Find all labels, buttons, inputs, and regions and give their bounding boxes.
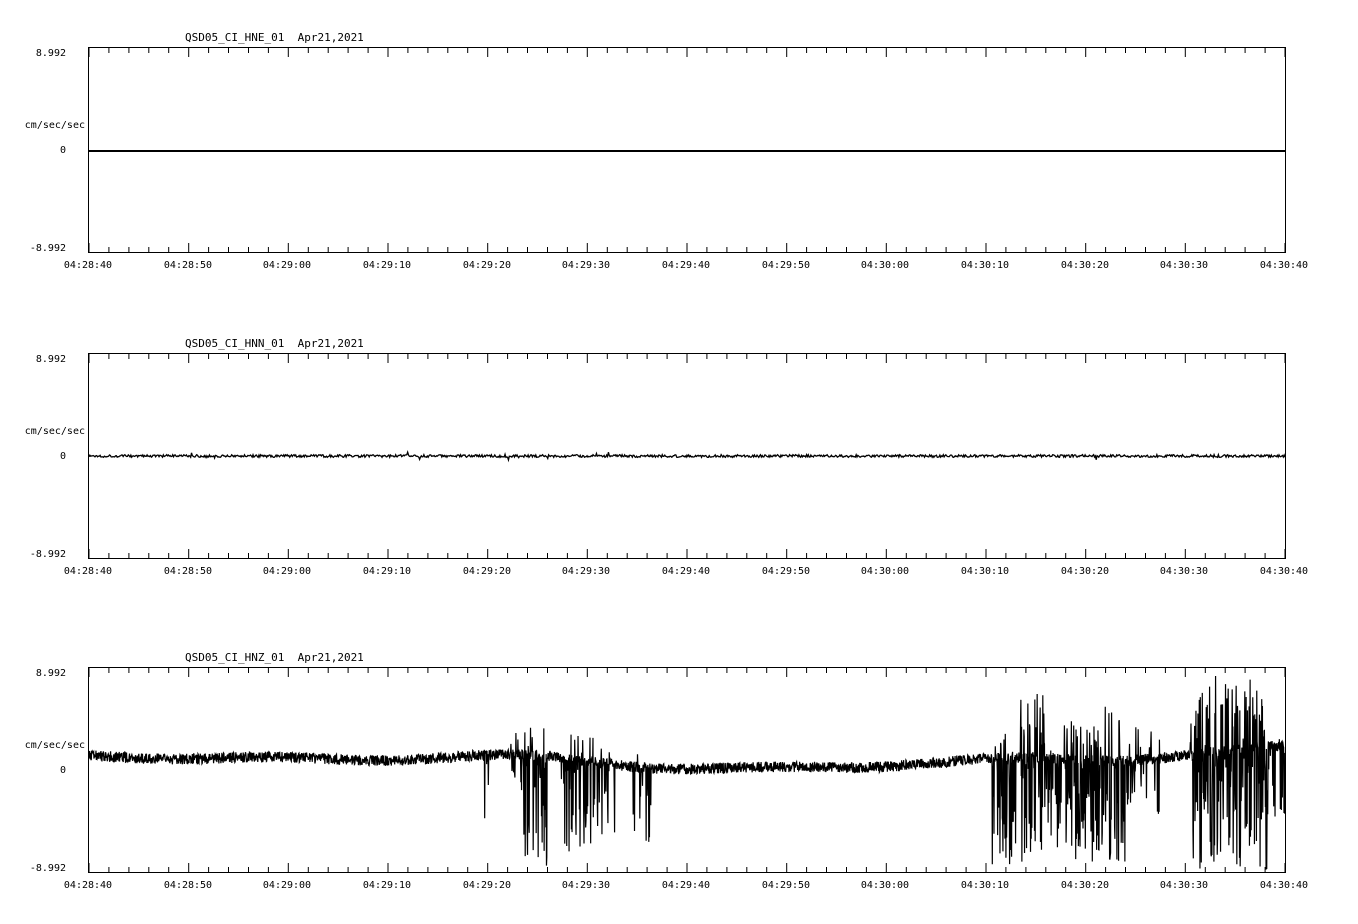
panel-hne-xtick-5: 04:29:30: [561, 260, 611, 271]
panel-hnn-xtick-2: 04:29:00: [262, 566, 312, 577]
panel-hnz-ytick-bottom: -8.992: [29, 863, 66, 874]
panel-hnz-xtick-6: 04:29:40: [661, 880, 711, 891]
panel-hne-title: QSD05_CI_HNE_01 Apr21,2021: [185, 31, 364, 44]
panel-hne-xtick-0: 04:28:40: [63, 260, 113, 271]
panel-hnn-xtick-9: 04:30:10: [960, 566, 1010, 577]
panel-hne-xtick-6: 04:29:40: [661, 260, 711, 271]
panel-hnz-plot-area: [88, 667, 1286, 873]
panel-hnz-xtick-0: 04:28:40: [63, 880, 113, 891]
panel-hnz-ytick-mid: 0: [59, 765, 66, 776]
panel-hne-ytick-top: 8.992: [35, 48, 66, 59]
panel-hnn-ytick-top: 8.992: [35, 354, 66, 365]
panel-hne-xtick-1: 04:28:50: [163, 260, 213, 271]
panel-hne-xtick-4: 04:29:20: [462, 260, 512, 271]
panel-hnn-xtick-1: 04:28:50: [163, 566, 213, 577]
panel-hnz-xtick-4: 04:29:20: [462, 880, 512, 891]
panel-hnz-xtick-7: 04:29:50: [761, 880, 811, 891]
panel-hnn-ytick-mid: 0: [59, 451, 66, 462]
panel-hnz-ytick-top: 8.992: [35, 668, 66, 679]
panel-hnz-waveform: [89, 668, 1285, 872]
panel-hnn-xtick-8: 04:30:00: [860, 566, 910, 577]
panel-hnn-xtick-3: 04:29:10: [362, 566, 412, 577]
panel-hne-plot-area: [88, 47, 1286, 253]
panel-hnn-xtick-12: 04:30:40: [1259, 566, 1309, 577]
panel-hne-xtick-3: 04:29:10: [362, 260, 412, 271]
panel-hnz-xtick-1: 04:28:50: [163, 880, 213, 891]
panel-hnn: [0, 306, 1358, 596]
panel-hnn-plot-area: [88, 353, 1286, 559]
panel-hne-xtick-2: 04:29:00: [262, 260, 312, 271]
panel-hnn-ytick-bottom: -8.992: [29, 549, 66, 560]
panel-hnn-xtick-7: 04:29:50: [761, 566, 811, 577]
panel-hnz-xtick-2: 04:29:00: [262, 880, 312, 891]
panel-hnz-xtick-10: 04:30:20: [1060, 880, 1110, 891]
panel-hnz-xtick-12: 04:30:40: [1259, 880, 1309, 891]
panel-hnn-xtick-0: 04:28:40: [63, 566, 113, 577]
panel-hne-xtick-8: 04:30:00: [860, 260, 910, 271]
panel-hnn-xtick-4: 04:29:20: [462, 566, 512, 577]
panel-hnz-xtick-5: 04:29:30: [561, 880, 611, 891]
panel-hnz-xtick-9: 04:30:10: [960, 880, 1010, 891]
panel-hnz: [0, 613, 1358, 913]
panel-hne: [0, 0, 1358, 290]
panel-hnn-xtick-11: 04:30:30: [1159, 566, 1209, 577]
panel-hne-xtick-7: 04:29:50: [761, 260, 811, 271]
panel-hnz-xtick-11: 04:30:30: [1159, 880, 1209, 891]
panel-hne-ytick-mid: 0: [59, 145, 66, 156]
panel-hnn-xtick-6: 04:29:40: [661, 566, 711, 577]
panel-hne-xtick-12: 04:30:40: [1259, 260, 1309, 271]
panel-hnn-waveform: [89, 354, 1285, 558]
panel-hne-ylabel: cm/sec/sec: [24, 120, 85, 131]
panel-hne-xtick-11: 04:30:30: [1159, 260, 1209, 271]
panel-hne-waveform: [89, 48, 1285, 252]
panel-hnz-ylabel: cm/sec/sec: [24, 740, 85, 751]
panel-hnn-xtick-5: 04:29:30: [561, 566, 611, 577]
panel-hnz-title: QSD05_CI_HNZ_01 Apr21,2021: [185, 651, 364, 664]
panel-hnz-xtick-8: 04:30:00: [860, 880, 910, 891]
panel-hnn-title: QSD05_CI_HNN_01 Apr21,2021: [185, 337, 364, 350]
panel-hne-xtick-10: 04:30:20: [1060, 260, 1110, 271]
panel-hne-xtick-9: 04:30:10: [960, 260, 1010, 271]
panel-hnn-xtick-10: 04:30:20: [1060, 566, 1110, 577]
panel-hnz-xtick-3: 04:29:10: [362, 880, 412, 891]
panel-hne-ytick-bottom: -8.992: [29, 243, 66, 254]
panel-hnn-ylabel: cm/sec/sec: [24, 426, 85, 437]
